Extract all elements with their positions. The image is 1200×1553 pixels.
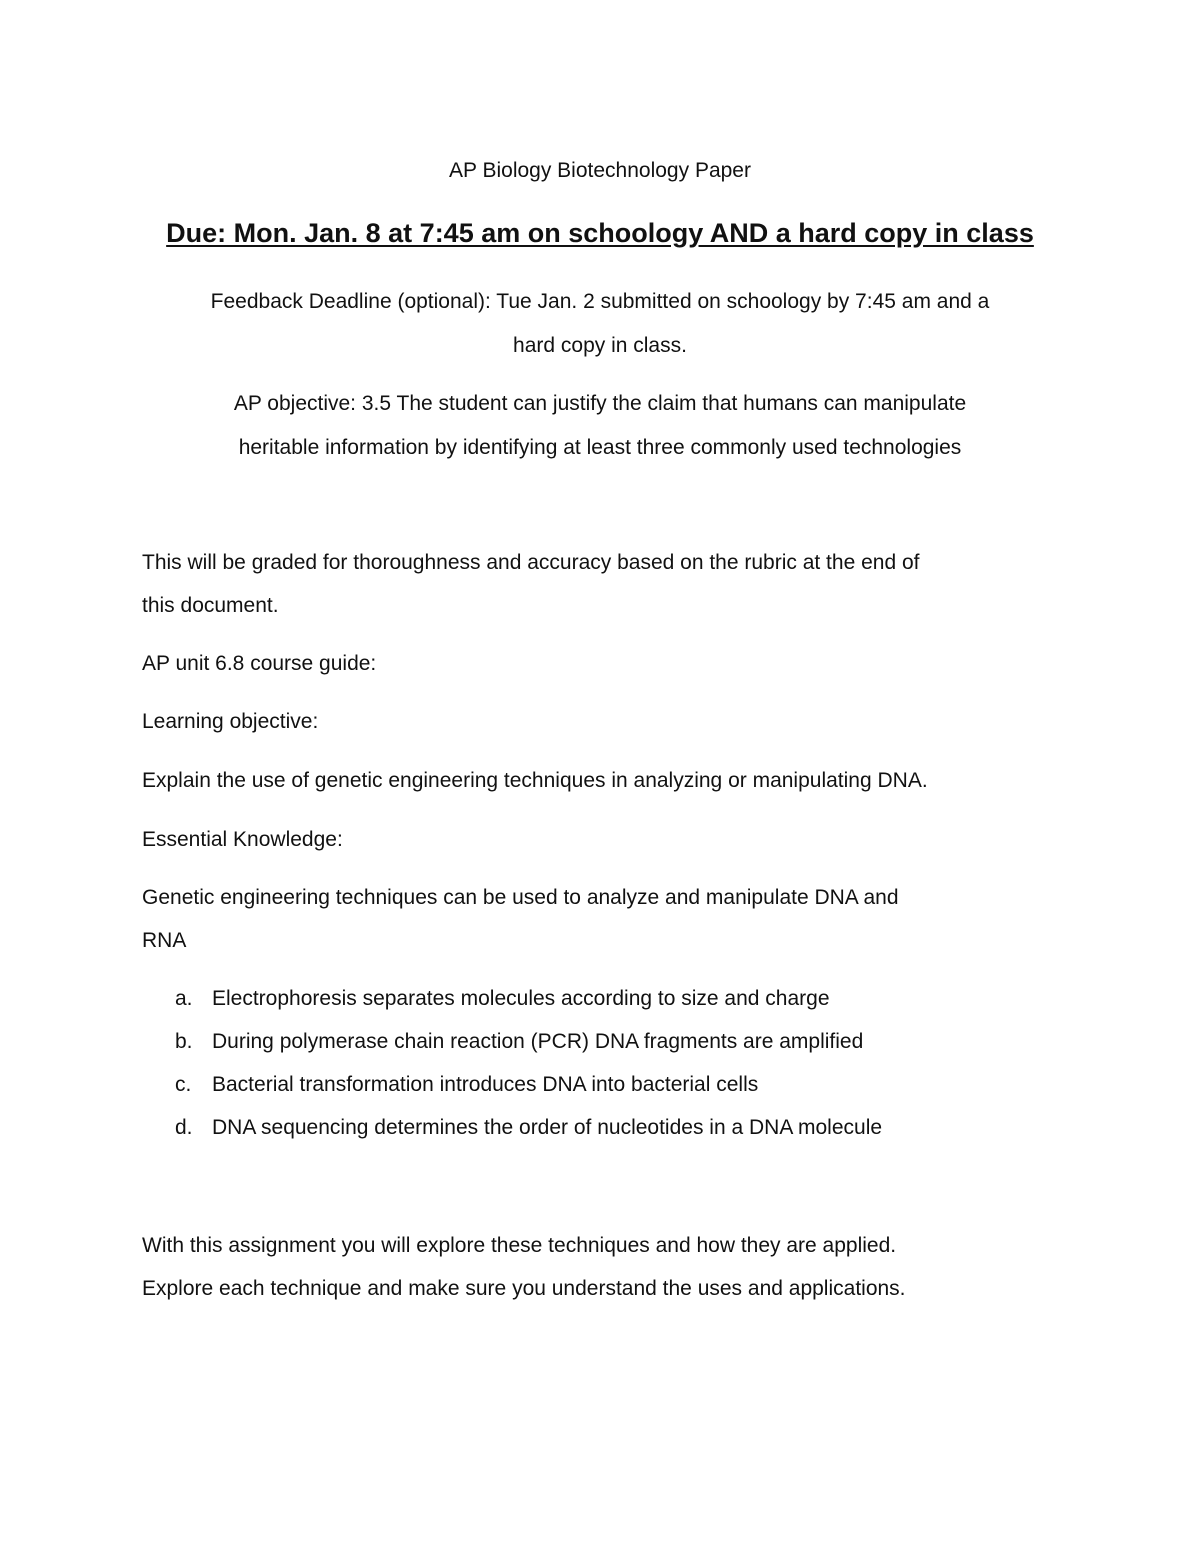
grading-note-line-2: this document.: [142, 594, 279, 617]
list-item: [175, 1020, 882, 1063]
technique-list: [175, 977, 882, 1149]
ap-objective: [100, 382, 1100, 470]
list-item: [175, 1063, 882, 1106]
feedback-deadline: [100, 280, 1100, 368]
unit-course-guide: AP unit 6.8 course guide:: [142, 652, 377, 675]
ap-objective-line-2: heritable information by identifying at least three commonly used technologies: [238, 436, 962, 459]
essential-knowledge-line-1: Genetic engineering techniques can be used to analyze and manipulate DNA and: [142, 886, 899, 909]
list-item-text: Bacterial transformation introduces DNA into bacterial cells: [212, 1073, 759, 1096]
learning-objective-label: Learning objective:: [142, 710, 319, 733]
grading-note: [142, 541, 1072, 627]
feedback-deadline-line-1: Feedback Deadline (optional): Tue Jan. 2 submitted on schoology by 7:45 am and a: [210, 290, 990, 313]
essential-knowledge-label: Essential Knowledge:: [142, 828, 343, 851]
list-item-text: During polymerase chain reaction (PCR) DNA fragments are amplified: [212, 1030, 864, 1053]
list-item: [175, 977, 882, 1020]
grading-note-line-1: This will be graded for thoroughness and accuracy based on the rubric at the end of: [142, 551, 920, 574]
list-marker: a.: [175, 987, 193, 1010]
essential-knowledge-text: [142, 876, 1072, 962]
feedback-deadline-line-2: hard copy in class.: [513, 334, 687, 357]
list-item-text: DNA sequencing determines the order of nucleotides in a DNA molecule: [212, 1116, 883, 1139]
list-marker: c.: [175, 1073, 192, 1096]
learning-objective-text: Explain the use of genetic engineering techniques in analyzing or manipulating DNA.: [142, 769, 928, 792]
list-marker: d.: [175, 1116, 193, 1139]
list-marker: b.: [175, 1030, 193, 1053]
essential-knowledge-line-2: RNA: [142, 929, 187, 952]
assignment-closing-line-2: Explore each technique and make sure you understand the uses and applications.: [142, 1277, 906, 1300]
list-item: [175, 1106, 882, 1149]
ap-objective-line-1: AP objective: 3.5 The student can justify the claim that humans can manipulate: [233, 392, 967, 415]
due-date-heading: Due: Mon. Jan. 8 at 7:45 am on schoology AND a hard copy in class: [166, 218, 1034, 248]
assignment-closing: [142, 1224, 1072, 1310]
assignment-closing-line-1: With this assignment you will explore these techniques and how they are applied.: [142, 1234, 897, 1257]
list-item-text: Electrophoresis separates molecules according to size and charge: [212, 987, 830, 1010]
document-title: AP Biology Biotechnology Paper: [449, 159, 751, 182]
